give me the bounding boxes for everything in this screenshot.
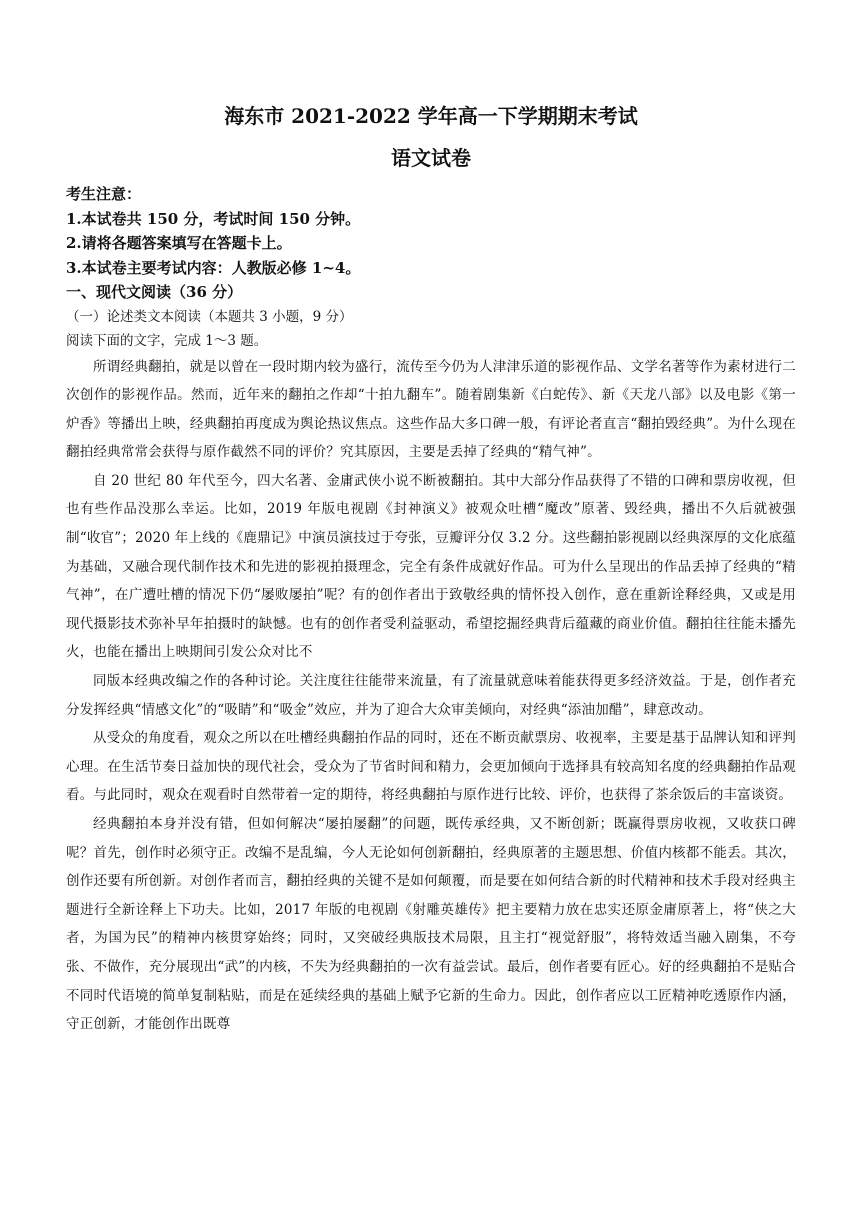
candidate-notice <box>66 182 796 280</box>
notice-item: 2.请将各题答案填写在答题卡上。 <box>66 234 292 252</box>
article-paragraph: 从受众的角度看，观众之所以在吐槽经典翻拍作品的同时，还在不断贡献票房、收视率，主要是基于品牌认知和评判心理。在生活节奏日益加快的现代社会，受众为了节省时间和精力，会更加倾向于选择具有较高知名度的经典翻拍作品观看。与此同时，观众在观看时自然带着一定的期待，将经典翻拍与原作进行比较、评价，也获得了茶余饭后的丰富谈资。 <box>66 730 796 804</box>
notice-item: 1.本试卷共 150 分，考试时间 150 分钟。 <box>66 209 361 228</box>
article-body <box>66 353 796 1039</box>
section-heading: 一、现代文阅读（36 分） <box>66 283 243 301</box>
article-paragraph: 所谓经典翻拍，就是以曾在一段时期内较为盛行，流传至今仍为人津津乐道的影视作品、文学名著等作为素材进行二次创作的影视作品。然而，近年来的翻拍之作却“十拍九翻车”。随着剧集新《白蛇传》、新《天龙八部》以及电影《第一炉香》等播出上映，经典翻拍再度成为舆论热议焦点。这些作品大多口碑一般，有评论者直言“翻拍毁经典”。为什么现在翻拍经典常常会获得与原作截然不同的评价？究其原因，主要是丢掉了经典的“精气神”。 <box>66 358 796 461</box>
article-paragraph: 经典翻拍本身并没有错，但如何解决“屡拍屡翻”的问题，既传承经典，又不断创新；既赢得票房收视，又收获口碑呢？首先，创作时必须守正。改编不是乱编，今人无论如何创新翻拍，经典原著的主题思想、价值内核都不能丢。其次，创作还要有所创新。对创作者而言，翻拍经典的关键不是如何颠覆，而是要在如何结合新的时代精神和技术手段对经典主题进行全新诠释上下功夫。比如，2017 年版的电视剧《射雕英雄传》把主要精力放在忠实还原金庸原著上，将“侠之大者，为国为民”的精神内核贯穿始终；同时，又突破经典版技术局限，且主打“视觉舒服”，将特效适当融入剧集，不夸张、不做作，充分展现出“武”的内核，不失为经典翻拍的一次有益尝试。最后，创作者要有匠心。好的经典翻拍不是贴合不同时代语境的简单复制粘贴，而是在延续经典的基础上赋予它新的生命力。因此，创作者应以工匠精神吃透原作内涵，守正创新，才能创作出既尊 <box>66 816 796 1033</box>
reading-instruction: 阅读下面的文字，完成 1～3 题。 <box>66 332 268 349</box>
notice-item: 3.本试卷主要考试内容：人教版必修 1~4。 <box>66 258 361 277</box>
article-paragraph: 同版本经典改编之作的各种讨论。关注度往往能带来流量，有了流量就意味着能获得更多经济效益。于是，创作者充分发挥经典“情感文化”的“吸睛”和“吸金”效应，并为了迎合大众审美倾向，对经典“添油加醋”，肆意改动。 <box>66 673 796 718</box>
notice-heading: 考生注意： <box>66 185 142 203</box>
section-subheading: （一）论述类文本阅读（本题共 3 小题，9 分） <box>66 308 353 325</box>
article-paragraph: 自 20 世纪 80 年代至今，四大名著、金庸武侠小说不断被翻拍。其中大部分作品获得了不错的口碑和票房收视，但也有些作品没那么幸运。比如，2019 年版电视剧《封神演义》被观众吐槽“魔改”原著、毁经典，播出不久后就被强制“收官”；2020 年上线的《鹿鼎记》中演员演技过于夸张，豆瓣评分仅 3.2 分。这些翻拍影视剧以经典深厚的文化底蕴为基础，又融合现代制作技术和先进的影视拍摄理念，完全有条件成就好作品。可为什么呈现出的作品丢掉了经典的“精气神”，在广遭吐槽的情况下仍“屡败屡拍”呢？有的创作者出于致敬经典的情怀投入创作，意在重新诠释经典，又或是用现代摄影技术弥补早年拍摄时的缺憾。也有的创作者受利益驱动，希望挖掘经典背后蕴藏的商业价值。翻拍往往能未播先火，也能在播出上映期间引发公众对比不 <box>66 472 796 661</box>
exam-page <box>66 96 796 1039</box>
exam-subtitle: 语文试卷 <box>391 146 471 170</box>
exam-title: 海东市 2021-2022 学年高一下学期期末考试 <box>224 104 638 128</box>
